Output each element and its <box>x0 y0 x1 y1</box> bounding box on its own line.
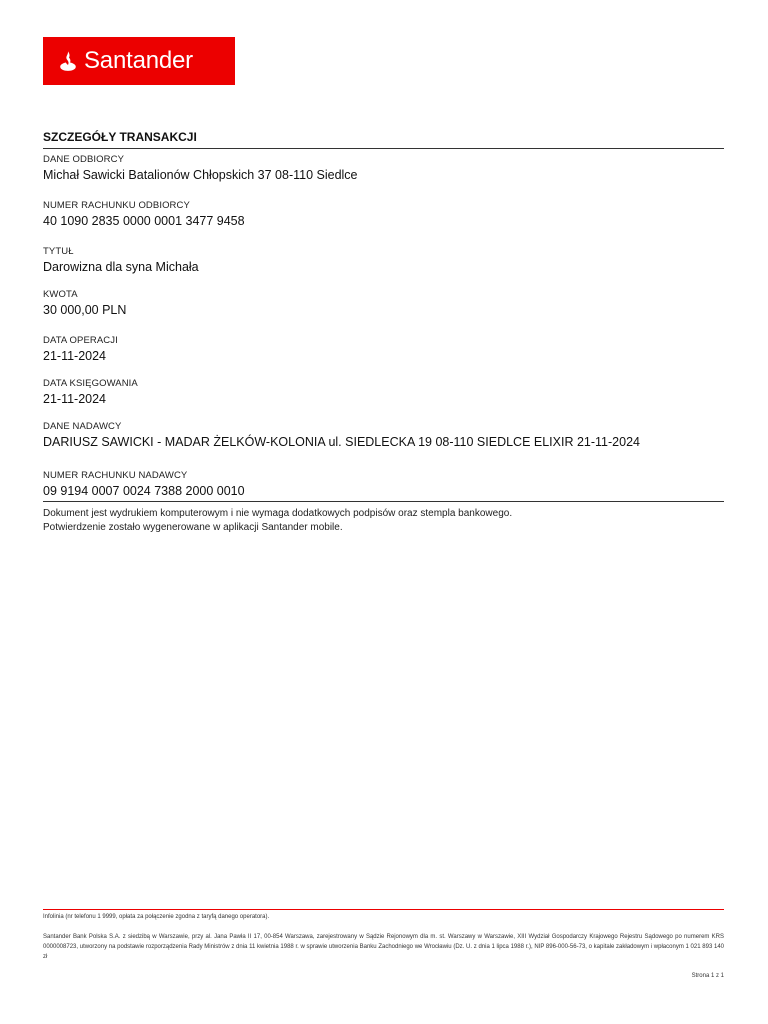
field-label: DANE NADAWCY <box>43 421 122 432</box>
brand-name: Santander <box>84 47 193 74</box>
recipient-data-field <box>43 154 733 183</box>
santander-flame-icon <box>57 50 79 72</box>
amount-field <box>43 289 733 318</box>
field-value: Darowizna dla syna Michała <box>43 260 199 274</box>
field-value: 40 1090 2835 0000 0001 3477 9458 <box>43 214 245 228</box>
operation-date-field <box>43 335 733 364</box>
page-number: Strona 1 z 1 <box>691 973 724 979</box>
disclaimer <box>43 507 512 535</box>
disclaimer-line: Potwierdzenie zostało wygenerowane w aplikacji Santander mobile. <box>43 522 343 533</box>
field-label: NUMER RACHUNKU NADAWCY <box>43 470 188 481</box>
santander-logo <box>43 37 235 85</box>
disclaimer-line: Dokument jest wydrukiem komputerowym i nie wymaga dodatkowych podpisów oraz stempla bankowego. <box>43 508 513 519</box>
field-value: DARIUSZ SAWICKI - MADAR ŻELKÓW-KOLONIA ul. SIEDLECKA 19 08-110 SIEDLCE ELIXIR 21-11-2024 <box>43 435 640 449</box>
field-label: DANE ODBIORCY <box>43 154 125 165</box>
sender-account-field <box>43 470 733 499</box>
field-value: 09 9194 0007 0024 7388 2000 0010 <box>43 484 245 498</box>
footer-hotline: Infolinia (nr telefonu 1 9999, opłata za połączenie zgodna z taryfą danego operatora). <box>43 914 270 920</box>
fields-divider <box>43 501 724 502</box>
field-label: DATA OPERACJI <box>43 335 118 346</box>
title-field <box>43 246 733 275</box>
title-divider <box>43 148 724 149</box>
booking-date-field <box>43 378 733 407</box>
sender-data-field <box>43 421 733 450</box>
field-value: 21-11-2024 <box>43 349 107 363</box>
field-value: 30 000,00 PLN <box>43 303 127 317</box>
section-title: SZCZEGÓŁY TRANSAKCJI <box>43 130 197 144</box>
field-label: KWOTA <box>43 289 78 300</box>
field-label: TYTUŁ <box>43 246 74 257</box>
field-value: 21-11-2024 <box>43 392 107 406</box>
field-value: Michał Sawicki Batalionów Chłopskich 37 08-110 Siedlce <box>43 168 358 182</box>
footer-legal-text: Santander Bank Polska S.A. z siedzibą w Warszawie, przy al. Jana Pawła II 17, 00-854 Warszawa, zarejestrowany w Sądzie Rejonowym dla m. st. Warszawy w Warszawie, XIII Wydział Gospodarczy Krajowego Rejestru Sądowego po numerem KRS 0000008723, utworzony na podstawie rozporządzenia Rady Ministrów z dnia 11 kwietnia 1988 r. w sprawie utworzenia Banku Zachodniego we Wrocławiu (Dz. U. z dnia 1 lipca 1988 r.), NIP 896-000-56-73, o kapitale zakładowym i wpłaconym 1 021 893 140 zł <box>43 934 724 960</box>
field-label: NUMER RACHUNKU ODBIORCY <box>43 200 190 211</box>
footer-divider <box>43 909 724 910</box>
recipient-account-field <box>43 200 733 229</box>
field-label: DATA KSIĘGOWANIA <box>43 378 138 389</box>
